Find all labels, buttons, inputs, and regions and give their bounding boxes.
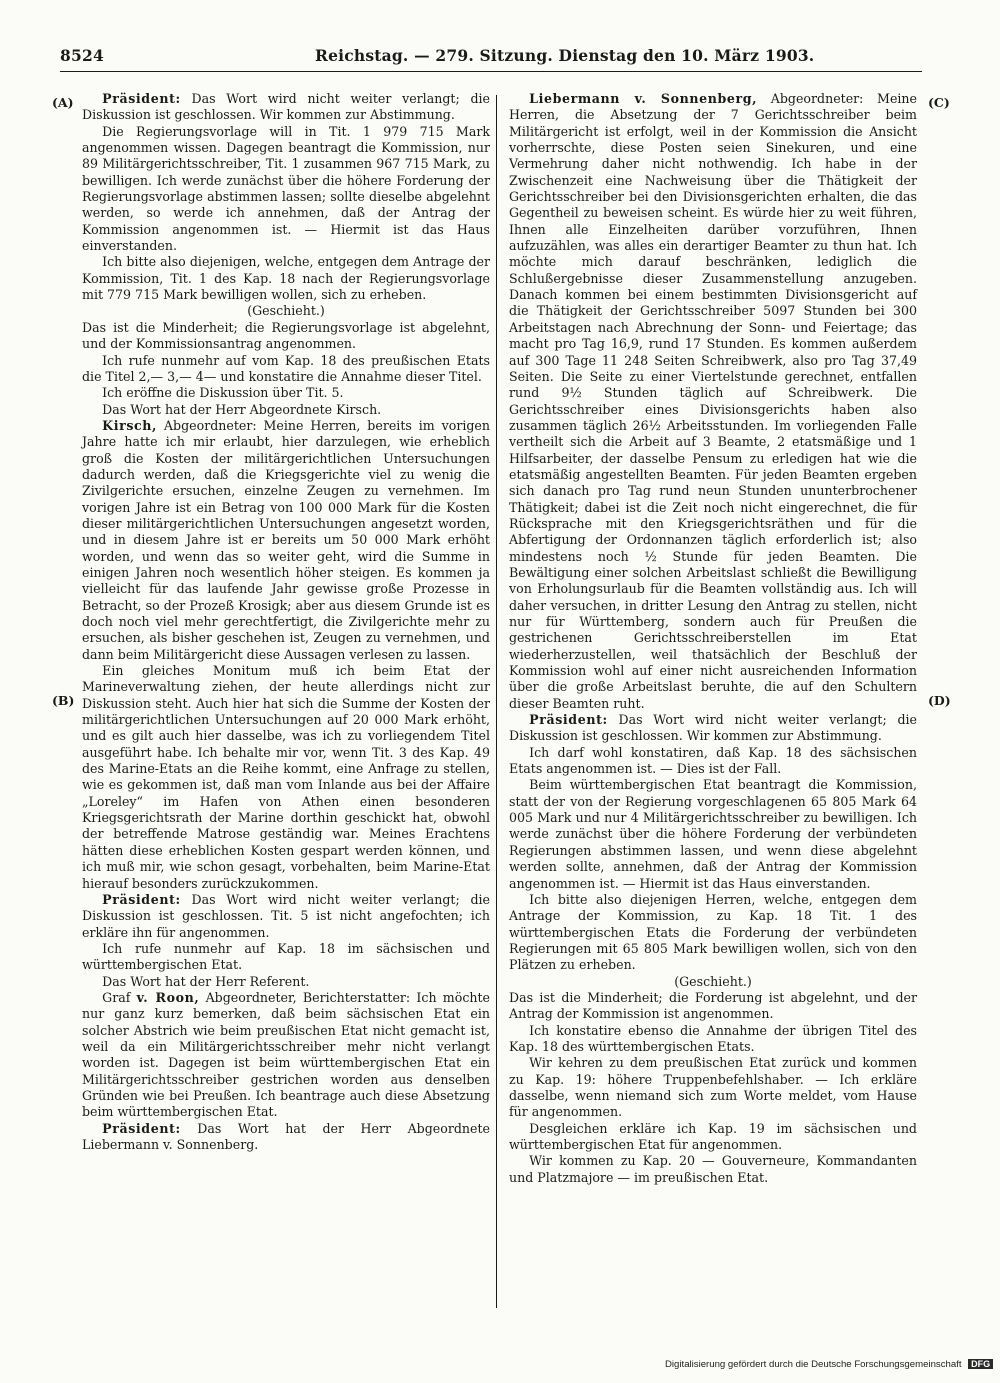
paragraph-text: Das Wort wird nicht weiter verlangt; die Diskussion ist geschlossen. Wir kommen zur Abstimmung.: [509, 712, 917, 744]
paragraph-text: Ich rufe nunmehr auf Kap. 18 im sächsischen und württembergischen Etat.: [82, 940, 490, 973]
paragraph: [82, 254, 490, 303]
speaker-name: Präsident:: [102, 891, 181, 907]
paragraph: [82, 418, 490, 663]
paragraph: [82, 402, 490, 418]
paragraph-text: Das Wort hat der Herr Referent.: [102, 973, 310, 989]
column-divider: [496, 95, 497, 1308]
paragraph: [82, 385, 490, 401]
right-column: [509, 91, 917, 1186]
paragraph-text: Ich eröffne die Diskussion über Tit. 5.: [102, 385, 344, 401]
paragraph: [82, 941, 490, 974]
page-number: 8524: [60, 46, 104, 65]
paragraph-text: Das ist die Minderheit; die Forderung ist abgelehnt, und der Antrag der Kommission ist angenommen.: [509, 989, 917, 1022]
speaker-prefix: Graf: [102, 989, 137, 1005]
paragraph: [82, 320, 490, 353]
paragraph-text: Ich darf wohl konstatiren, daß Kap. 18 des sächsischen Etats angenommen ist. — Dies ist der Fall.: [509, 744, 917, 777]
paragraph-text: Abgeordneter, Berichterstatter: Ich möchte nur ganz kurz bemerken, daß beim sächsischen Etat ein solcher Abstrich wie beim preußischen Etat nicht gemacht ist, weil da ein Militärgerichtsschreiber mehr nicht verlangt worden ist. Dagegen ist beim württembergischen Etat ein Militärgerichtsschreiber gestrichen worden aus denselben Gründen wie bei Preußen. Ich beantrage auch diese Absetzung beim württembergischen Etat.: [82, 989, 490, 1120]
paragraph: [509, 1055, 917, 1120]
paragraph: [509, 1023, 917, 1056]
paragraph: [509, 745, 917, 778]
paragraph-text: Wir kehren zu dem preußischen Etat zurück und kommen zu Kap. 19: höhere Truppenbefehlshaber. — Ich erkläre dasselbe, wenn niemand sich zum Worte meldet, vom Hause für angenommen.: [509, 1055, 917, 1120]
paragraph: [82, 91, 490, 124]
paragraph-text: Ich bitte also diejenigen, welche, entgegen dem Antrage der Kommission, Tit. 1 des Kap. 18 nach der Regierungsvorlage mit 779 715 Mark bewilligen wollen, sich zu erheben.: [82, 254, 490, 303]
margin-marker-d: (D): [928, 693, 951, 708]
paragraph-text: Das Wort hat der Herr Abgeordnete Kirsch.: [102, 401, 382, 417]
paragraph: [509, 777, 917, 891]
speaker-name: v. Roon,: [136, 989, 200, 1005]
paragraph: [509, 892, 917, 974]
paragraph-text: (Geschieht.): [247, 303, 325, 319]
running-header: [60, 46, 922, 70]
speaker-name: Präsident:: [102, 1120, 181, 1136]
paragraph-text: Ich bitte also diejenigen Herren, welche, entgegen dem Antrage der Kommission, zu Kap. 18 Tit. 1 des württembergischen Etats die Forderung der verbündeten Regierungen mit 65 805 Mark bewilligen wollen, sich von den Plätzen zu erheben.: [509, 891, 917, 973]
left-column: [82, 91, 490, 1153]
paragraph: [82, 303, 490, 319]
paragraph: [82, 892, 490, 941]
margin-marker-a: (A): [52, 95, 74, 110]
paragraph: [509, 974, 917, 990]
dfg-logo: DFG: [968, 1359, 993, 1369]
speaker-name: Kirsch,: [102, 417, 158, 433]
paragraph: [82, 990, 490, 1121]
paragraph-text: Die Regierungsvorlage will in Tit. 1 979 715 Mark angenommen wissen. Dagegen beantragt die Kommission, nur 89 Militärgerichtsschreiber, Tit. 1 zusammen 967 715 Mark, zu bewilligen. Ich werde zunächst über die höhere Forderung der Regierungsvorlage abstimmen lassen; sollte dieselbe abgelehnt werden, so werde ich annehmen, daß der Antrag der Kommission angenommen ist. — Hiermit ist das Haus einverstanden.: [82, 123, 490, 254]
margin-marker-c: (C): [928, 95, 950, 110]
paragraph-text: Abgeordneter: Meine Herren, die Absetzung der 7 Gerichtsschreiber beim Militärgericht ist erfolgt, weil in der Kommission die Ansicht vorherrschte, diese Posten seien Sinekuren, und eine Vermehrung daher nicht nothwendig. Ich habe in der Zwischenzeit eine Nachweisung über die Thätigkeit der Gerichtsschreiber bei den Divisionsgerichten erhalten, die das Gegentheil zu beweisen scheint. Es würde hier zu weit führen, Ihnen alle Einzelheiten darüber vorzuführen, Ihnen aufzuzählen, was alles ein derartiger Beamter zu thun hat. Ich möchte mich darauf beschränken, lediglich die Schlußergebnisse dieser Zusammenstellung anzugeben. Danach kommen bei einem bestimmten Divisionsgericht auf die Thätigkeit der Gerichtsschreiber 5097 Stunden bei 300 Arbeitstagen nach Abrechnung der Sonn- und Feiertage; das macht pro Tag 16,9, rund 17 Stunden. Es kommen außerdem auf 300 Tage 11 248 Seiten Schreibwerk, also pro Tag 37,49 Seiten. Die Seite zu einer Viertelstunde gerechnet, entfallen rund 9½ Stunden täglich auf Schreibwerk. Die Gerichtsschreiber eines Divisionsgerichts haben also zusammen täglich 26½ Arbeitsstunden. Im vorliegenden Falle vertheilt sich die Arbeit auf 3 Beamte, 2 etatsmäßige und 1 Hilfsarbeiter, der dasselbe Pensum zu erledigen hat wie die etatsmäßig angestellten Beamten. Für jeden Beamten ergeben sich danach pro Tag rund neun Stunden ununterbrochener Thätigkeit; dabei ist die Zeit noch nicht eingerechnet, die für Rücksprache mit den Kriegsgerichtsräthen und für die Abfertigung der Ordonnanzen täglich erforderlich ist; also mindestens noch ½ Stunde für jeden Beamten. Die Bewältigung einer solchen Arbeitslast schließt die Bewilligung von Erholungsurlaub für die Beamten vollständig aus. Ich will daher versuchen, in dritter Lesung den Antrag zu stellen, nicht nur für Württemberg, sondern auch für Preußen die gestrichenen Gerichtsschreiberstellen im Etat wiederherzustellen, weil thatsächlich der Beschluß der Kommission wohl auf einer nicht ausreichenden Information über die große Arbeitslast beruhte, die auf den Schultern dieser Beamten ruht.: [509, 91, 917, 711]
paragraph: [82, 663, 490, 892]
paragraph-text: (Geschieht.): [674, 973, 752, 989]
margin-marker-b: (B): [52, 693, 75, 708]
paragraph: [82, 353, 490, 386]
paragraph-text: Abgeordneter: Meine Herren, bereits im vorigen Jahre hatte ich mir erlaubt, hier darzulegen, wie erheblich groß die Kosten der militärgerichtlichen Untersuchungen dadurch werden, daß die Kriegsgerichte viel zu wenig die Zivilgerichte ersuchen, einzelne Zeugen zu vernehmen. Im vorigen Jahre ist ein Betrag von 100 000 Mark für die Kosten dieser militärgerichtlichen Untersuchungen angesetzt worden, und in diesem Jahre ist er bereits um 50 000 Mark erhöht worden, und wenn das so weiter geht, wird die Summe in einigen Jahren noch wesentlich höher steigen. Es kommen ja vielleicht für das laufende Jahr gewisse große Prozesse in Betracht, so der Prozeß Krosigk; aber aus diesem Grunde ist es doch noch viel mehr gerechtfertigt, die Zivilgerichte mehr zu ersuchen, als bisher geschehen ist, Zeugen zu vernehmen, und dann beim Militärgericht diese Aussagen verlesen zu lassen.: [82, 417, 490, 662]
page-title: Reichstag. — 279. Sitzung. Dienstag den 10. März 1903.: [315, 46, 815, 65]
paragraph: [509, 1121, 917, 1154]
header-rule: [60, 71, 922, 72]
paragraph-text: Desgleichen erkläre ich Kap. 19 im sächsischen und württembergischen Etat für angenommen.: [509, 1120, 917, 1152]
paragraph: [82, 1121, 490, 1154]
paragraph: [509, 712, 917, 745]
paragraph-text: Ein gleiches Monitum muß ich beim Etat der Marineverwaltung ziehen, der heute allerdings nicht zur Diskussion steht. Auch hier hat sich die Summe der Kosten der militärgerichtlichen Untersuchungen auf 20 000 Mark erhöht, und es gilt auch hier dasselbe, was ich zu vorliegendem Titel ausgeführt habe. Ich behalte mir vor, wenn Tit. 3 des Kap. 49 des Marine-Etats an die Reihe kommt, eine Anfrage zu stellen, wie es gekommen ist, daß man vom Inlande aus bei der Affaire „Loreley“ im Hafen von Athen einen besonderen Kriegsgerichtsrath der Marine dorthin geschickt hat, obwohl der betreffende Matrose geständig war. Meines Erachtens hätten diese erheblichen Kosten gespart werden können, und ich muß mir, wie schon gesagt, vorbehalten, beim Marine-Etat hierauf besonders zurückzukommen.: [82, 663, 490, 891]
paragraph-text: Ich konstatire ebenso die Annahme der übrigen Titel des Kap. 18 des württembergischen Etats.: [509, 1022, 917, 1054]
speaker-name: Präsident:: [102, 91, 181, 106]
paragraph: [82, 124, 490, 255]
paragraph-text: Das Wort wird nicht weiter verlangt; die Diskussion ist geschlossen. Wir kommen zur Abstimmung.: [82, 91, 490, 123]
paragraph-text: Beim württembergischen Etat beantragt die Kommission, statt der von der Regierung vorgeschlagenen 65 805 Mark 64 005 Mark und nur 4 Militärgerichtsschreiber zu bewilligen. Ich werde zunächst über die höhere Forderung der verbündeten Regierungen abstimmen lassen, und wenn diese abgelehnt werden sollte, annehmen, daß der Antrag der Kommission angenommen ist. — Hiermit ist das Haus einverstanden.: [509, 777, 917, 891]
paragraph-text: Das ist die Minderheit; die Regierungsvorlage ist abgelehnt, und der Kommissionsantrag angenommen.: [82, 319, 490, 352]
paragraph-text: Das Wort hat der Herr Abgeordnete Liebermann v. Sonnenberg.: [82, 1120, 490, 1152]
footer: [665, 1359, 991, 1375]
paragraph: [509, 990, 917, 1023]
paragraph: [509, 1153, 917, 1186]
footer-credit: Digitalisierung gefördert durch die Deutsche Forschungsgemeinschaft: [665, 1359, 962, 1370]
paragraph-text: Ich rufe nunmehr auf vom Kap. 18 des preußischen Etats die Titel 2,— 3,— 4— und konstatire die Annahme dieser Titel.: [82, 352, 490, 384]
paragraph: [509, 91, 917, 712]
paragraph-text: Das Wort wird nicht weiter verlangt; die Diskussion ist geschlossen. Tit. 5 ist nicht angefochten; ich erkläre ihn für angenommen.: [82, 891, 490, 940]
paragraph-text: Wir kommen zu Kap. 20 — Gouverneure, Kommandanten und Platzmajore — im preußischen Etat.: [509, 1153, 917, 1185]
speaker-name: Liebermann v. Sonnenberg,: [529, 91, 758, 106]
speaker-name: Präsident:: [529, 712, 608, 728]
paragraph: [82, 974, 490, 990]
